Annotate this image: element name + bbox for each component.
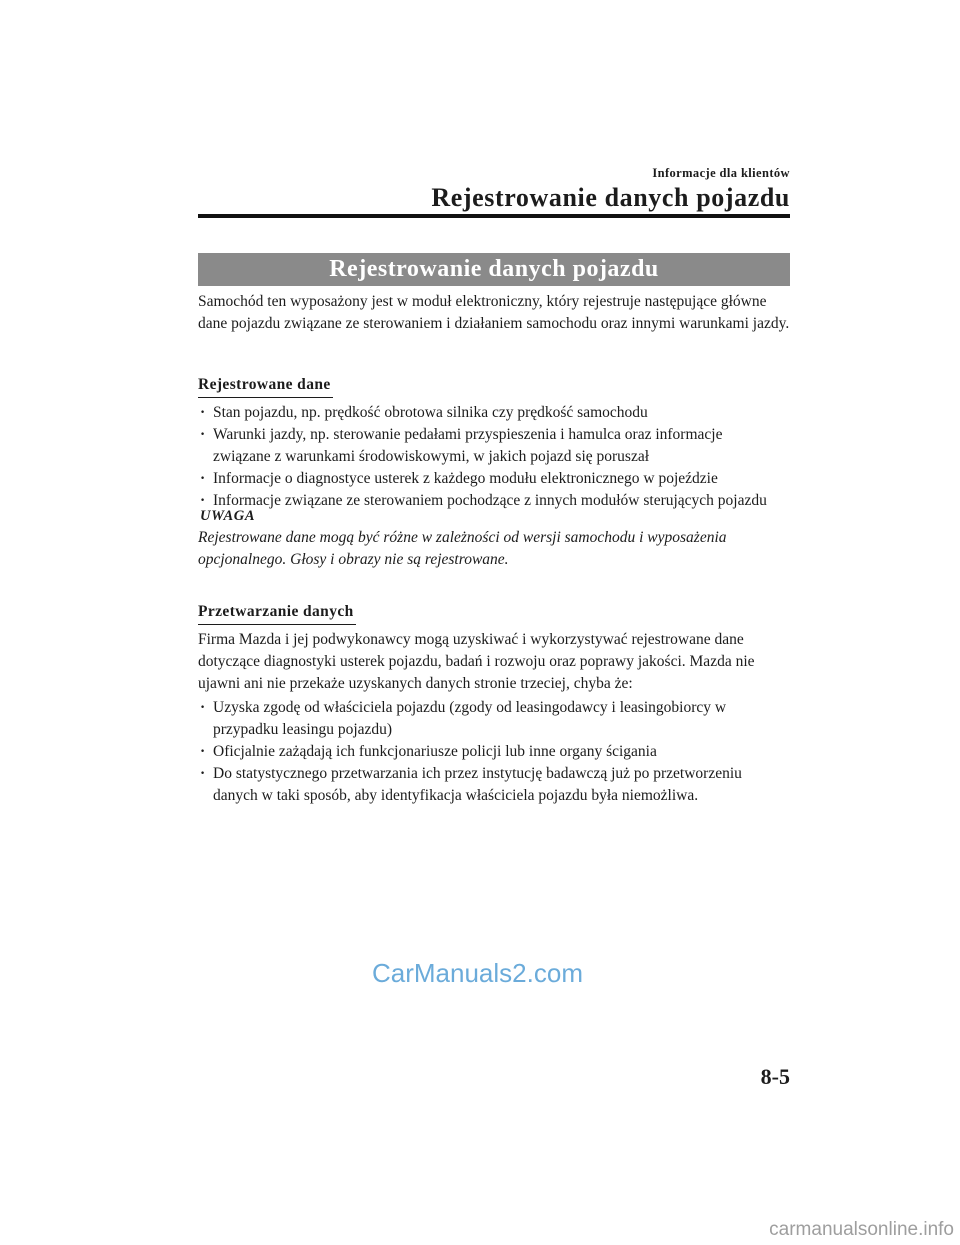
list-item: · Informacje związane ze sterowaniem pochodzące z innych modułów sterujących pojazdu bbox=[200, 490, 800, 512]
header-section-label: Informacje dla klientów bbox=[652, 166, 790, 180]
list-item: · Informacje o diagnostyce usterek z każdego modułu elektronicznego w pojeździe bbox=[200, 468, 800, 490]
note-label: UWAGA bbox=[200, 508, 256, 524]
list-item: · Do statystycznego przetwarzania ich przez instytucję badawczą już po przetworzeniu danych w taki sposób, aby identyfikacja właściciela pojazdu była niemożliwa. bbox=[200, 763, 800, 807]
watermark-logo: CarManuals2.com bbox=[372, 958, 583, 988]
note-text: Rejestrowane dane mogą być różne w zależności od wersji samochodu i wyposażenia opcjonalnego. Głosy i obrazy nie są rejestrowane. bbox=[198, 529, 727, 568]
header-divider bbox=[198, 214, 790, 218]
processing-heading: Przetwarzanie danych bbox=[198, 603, 356, 625]
processing-conditions-list bbox=[200, 697, 800, 807]
page-title: Rejestrowanie danych pojazdu bbox=[198, 253, 790, 286]
list-item: · Warunki jazdy, np. sterowanie pedałami przyspieszenia i hamulca oraz informacje związane z warunkami środowiskowymi, w jakich pojazd się poruszał bbox=[200, 424, 800, 468]
header-chapter-title: Rejestrowanie danych pojazdu bbox=[431, 183, 790, 212]
list-item: · Oficjalnie zażądają ich funkcjonariusze policji lub inne organy ścigania bbox=[200, 741, 800, 763]
recorded-data-heading: Rejestrowane dane bbox=[198, 376, 333, 398]
footer-site-watermark: carmanualsonline.info bbox=[769, 1219, 954, 1240]
list-item: · Uzyska zgodę od właściciela pojazdu (zgody od leasingodawcy i leasingobiorcy w przypadku leasingu pojazdu) bbox=[200, 697, 800, 741]
page-number: 8-5 bbox=[760, 1064, 790, 1089]
processing-paragraph: Firma Mazda i jej podwykonawcy mogą uzyskiwać i wykorzystywać rejestrowane dane dotyczące diagnostyki usterek pojazdu, badań i rozwoju oraz poprawy jakości. Mazda nie ujawni ani nie przekaże uzyskanych danych stronie trzeciej, chyba że: bbox=[198, 631, 755, 692]
list-item: · Stan pojazdu, np. prędkość obrotowa silnika czy prędkość samochodu bbox=[200, 402, 800, 424]
intro-paragraph: Samochód ten wyposażony jest w moduł elektroniczny, który rejestruje następujące główne dane pojazdu związane ze sterowaniem i działaniem samochodu oraz innymi warunkami jazdy. bbox=[198, 293, 790, 332]
recorded-data-list bbox=[200, 402, 800, 512]
